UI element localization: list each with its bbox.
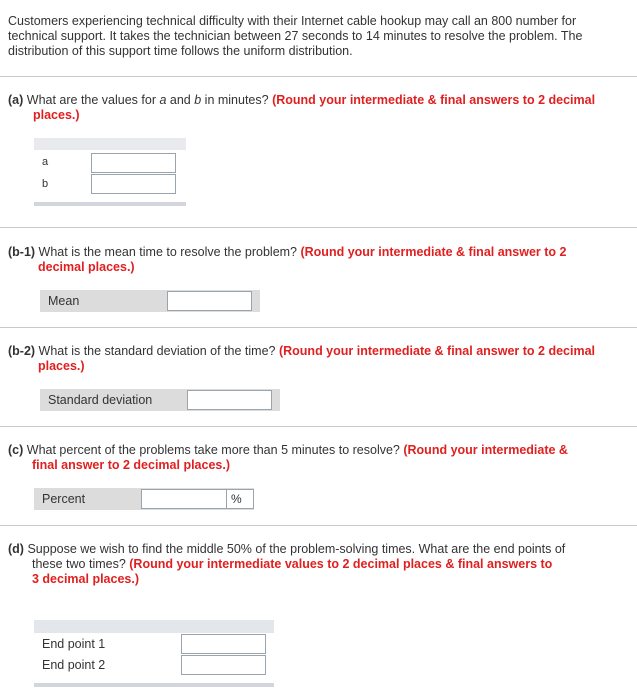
question-d-text: Suppose we wish to find the middle 50% of the problem-solving times. What are the end points of xyxy=(27,542,566,556)
problem-intro: Customers experiencing technical difficulty with their Internet cable hookup may call an 800 number for technical support. It takes the technician between 27 seconds to 14 minutes to resolve the problem. The distribution of this support time follows the uniform distribution. xyxy=(8,14,583,58)
table-d-footer xyxy=(34,683,274,687)
percent-label: Percent xyxy=(42,492,86,506)
question-a-instruction: (Round your intermediate & final answers to 2 decimal xyxy=(272,93,596,107)
section-divider xyxy=(0,76,637,77)
section-divider xyxy=(0,327,637,328)
question-b2-instruction-cont: places.) xyxy=(38,359,85,373)
end-point-1-input[interactable] xyxy=(181,634,266,654)
end-point-1-label: End point 1 xyxy=(42,637,106,651)
row-a-label: a xyxy=(42,156,49,168)
input-b[interactable] xyxy=(91,174,176,194)
var-a: a xyxy=(159,93,167,107)
row-b-label: b xyxy=(42,178,49,190)
question-d-instruction: (Round your intermediate values to 2 decimal places & final answers to xyxy=(129,557,553,571)
var-b: b xyxy=(194,93,202,107)
question-a-text-pre: What are the values for xyxy=(26,93,160,107)
question-d-label: (d) xyxy=(8,542,24,556)
end-point-2-input[interactable] xyxy=(181,655,266,675)
question-c-instruction: (Round your intermediate & xyxy=(403,443,568,457)
question-b1-instruction: (Round your intermediate & final answer to 2 xyxy=(300,245,567,259)
mean-input[interactable] xyxy=(167,291,252,311)
std-dev-input[interactable] xyxy=(187,390,272,410)
question-b2-label: (b-2) xyxy=(8,344,36,358)
percent-unit-box xyxy=(227,489,254,509)
table-a-header xyxy=(34,138,186,150)
section-divider xyxy=(0,426,637,427)
question-c xyxy=(8,443,633,473)
section-divider xyxy=(0,227,637,228)
table-d-header xyxy=(34,620,274,633)
question-a-label: (a) xyxy=(8,93,24,107)
section-divider xyxy=(0,525,637,526)
table-d xyxy=(34,633,274,679)
question-c-text: What percent of the problems take more than 5 minutes to resolve? xyxy=(26,443,404,457)
question-b2-text: What is the standard deviation of the time? xyxy=(35,344,279,358)
input-a[interactable] xyxy=(91,153,176,173)
question-b1-label: (b-1) xyxy=(8,245,36,259)
table-a-footer xyxy=(34,202,186,206)
percent-input[interactable] xyxy=(141,489,227,509)
question-b2-instruction: (Round your intermediate & final answer to 2 decimal xyxy=(278,344,596,358)
question-d-text-cont: these two times? xyxy=(32,557,130,571)
question-a-text-post: in minutes? xyxy=(201,93,273,107)
question-b1-text: What is the mean time to resolve the problem? xyxy=(35,245,301,259)
question-c-instruction-cont: final answer to 2 decimal places.) xyxy=(32,458,230,472)
question-c-label: (c) xyxy=(8,443,24,457)
question-d xyxy=(8,542,633,587)
percent-unit: % xyxy=(231,492,242,506)
question-b1-instruction-cont: decimal places.) xyxy=(38,260,135,274)
end-point-2-label: End point 2 xyxy=(42,658,106,672)
question-d-instruction-cont: 3 decimal places.) xyxy=(32,572,140,586)
question-a-and: and xyxy=(166,93,195,107)
mean-row xyxy=(40,290,260,312)
std-dev-label: Standard deviation xyxy=(48,393,153,407)
question-b1 xyxy=(8,245,633,275)
question-a xyxy=(8,93,633,123)
mean-label: Mean xyxy=(48,294,80,308)
table-a xyxy=(34,150,186,200)
std-dev-row xyxy=(40,389,280,411)
question-a-instruction-cont: places.) xyxy=(33,108,80,122)
percent-row xyxy=(34,488,254,510)
question-b2 xyxy=(8,344,633,374)
